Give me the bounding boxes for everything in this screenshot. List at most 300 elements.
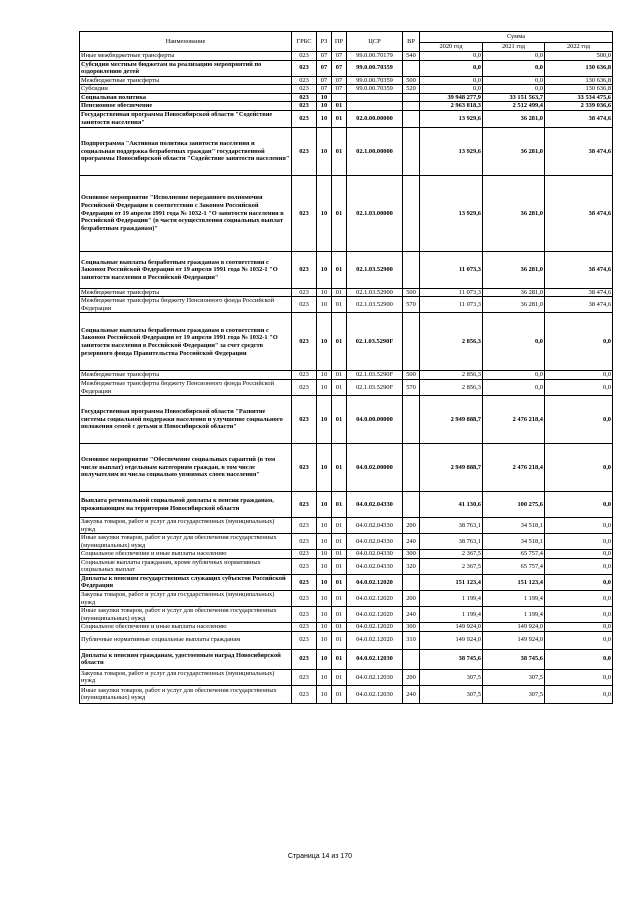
row-sum-2022: 130 636,8 — [545, 76, 613, 85]
row-sum-2021: 0,0 — [483, 76, 545, 85]
row-vr: 320 — [403, 558, 420, 574]
row-csr — [347, 93, 403, 102]
row-grbs: 023 — [292, 518, 317, 534]
row-grbs: 023 — [292, 313, 317, 371]
row-csr: 04.0.02.04330 — [347, 558, 403, 574]
row-sum-2022: 130 636,8 — [545, 85, 613, 94]
row-csr: 04.0.02.04330 — [347, 534, 403, 550]
row-grbs: 023 — [292, 60, 317, 76]
row-rz: 10 — [317, 380, 332, 396]
row-rz: 10 — [317, 297, 332, 313]
row-sum-2022: 130 636,8 — [545, 60, 613, 76]
table-row — [80, 623, 613, 632]
row-sum-2022: 0,0 — [545, 518, 613, 534]
row-grbs: 023 — [292, 396, 317, 444]
row-grbs: 023 — [292, 574, 317, 590]
header-year-2021: 2021 год — [483, 43, 545, 52]
row-sum-2021: 36 281,0 — [483, 110, 545, 127]
row-csr: 04.0.02.12020 — [347, 623, 403, 632]
row-name: Пенсионное обеспечение — [80, 102, 292, 111]
row-rz: 10 — [317, 623, 332, 632]
row-sum-2021: 2 476 218,4 — [483, 396, 545, 444]
row-pr: 01 — [332, 313, 347, 371]
row-sum-2022: 38 474,6 — [545, 175, 613, 251]
row-vr — [403, 396, 420, 444]
row-vr — [403, 175, 420, 251]
row-csr: 02.1.00.00000 — [347, 127, 403, 175]
row-name: Субсидии — [80, 85, 292, 94]
row-sum-2020: 0,0 — [420, 52, 483, 61]
row-rz: 10 — [317, 607, 332, 623]
row-sum-2020: 39 948 277,9 — [420, 93, 483, 102]
table-row — [80, 127, 613, 175]
header-rz: РЗ — [317, 32, 332, 52]
row-pr: 01 — [332, 492, 347, 518]
row-name: Межбюджетные трансферты бюджету Пенсионного фонда Российской Федерации — [80, 297, 292, 313]
row-grbs: 023 — [292, 591, 317, 607]
row-sum-2021: 36 281,0 — [483, 288, 545, 297]
row-pr: 07 — [332, 52, 347, 61]
row-vr: 520 — [403, 85, 420, 94]
row-pr: 01 — [332, 591, 347, 607]
row-sum-2022: 0,0 — [545, 492, 613, 518]
row-grbs: 023 — [292, 669, 317, 685]
row-name: Государственная программа Новосибирской области "Развитие системы социальной поддержки населения и улучшение социального положения семей с детьми в Новосибирской области" — [80, 396, 292, 444]
row-name: Государственная программа Новосибирской области "Содействие занятости населения" — [80, 110, 292, 127]
row-rz: 10 — [317, 396, 332, 444]
row-sum-2020: 11 073,3 — [420, 251, 483, 288]
row-name: Межбюджетные трансферты — [80, 371, 292, 380]
row-sum-2021: 0,0 — [483, 85, 545, 94]
row-csr: 99.0.00.70359 — [347, 85, 403, 94]
row-sum-2020: 2 949 888,7 — [420, 396, 483, 444]
row-name: Закупка товаров, работ и услуг для государственных (муниципальных) нужд — [80, 669, 292, 685]
row-sum-2022: 0,0 — [545, 380, 613, 396]
row-csr: 04.0.02.04330 — [347, 518, 403, 534]
row-sum-2021: 65 757,4 — [483, 550, 545, 559]
row-pr: 01 — [332, 175, 347, 251]
row-grbs: 023 — [292, 607, 317, 623]
header-year-2020: 2020 год — [420, 43, 483, 52]
row-rz: 10 — [317, 631, 332, 649]
row-sum-2022: 500,0 — [545, 52, 613, 61]
row-name: Иные межбюджетные трансферты — [80, 52, 292, 61]
row-sum-2022: 38 474,6 — [545, 127, 613, 175]
row-grbs: 023 — [292, 297, 317, 313]
row-pr: 01 — [332, 607, 347, 623]
row-pr: 01 — [332, 102, 347, 111]
row-sum-2020: 149 924,0 — [420, 631, 483, 649]
table-row — [80, 110, 613, 127]
row-rz: 10 — [317, 313, 332, 371]
row-rz: 10 — [317, 127, 332, 175]
row-pr: 01 — [332, 396, 347, 444]
row-rz: 10 — [317, 110, 332, 127]
row-pr: 01 — [332, 297, 347, 313]
header-name: Наименование — [80, 32, 292, 52]
table-row — [80, 574, 613, 590]
row-sum-2022: 0,0 — [545, 534, 613, 550]
row-sum-2021: 2 512 499,4 — [483, 102, 545, 111]
row-csr: 02.1.03.52900 — [347, 288, 403, 297]
row-name: Социальное обеспечение и иные выплаты населению — [80, 550, 292, 559]
row-vr: 500 — [403, 288, 420, 297]
table-row — [80, 60, 613, 76]
row-name: Основное мероприятие "Исполнение переданного полномочия Российской Федерации в соответствии с Законом Российской Федерации от 19 апреля 1991 года № 1032-1 "О занятости населения в Российской Федерации" (в части осуществления социальных выплат безработным гражданам)" — [80, 175, 292, 251]
row-rz: 10 — [317, 102, 332, 111]
row-rz: 10 — [317, 518, 332, 534]
row-sum-2022: 0,0 — [545, 607, 613, 623]
budget-table — [79, 31, 613, 704]
row-name: Социальные выплаты безработным гражданам в соответствии с Законом Российской Федерации от 19 апреля 1991 года № 1032-1 "О занятости населения в Российской Федерации" — [80, 251, 292, 288]
table-row — [80, 313, 613, 371]
row-csr: 04.0.02.12020 — [347, 607, 403, 623]
row-vr — [403, 93, 420, 102]
row-vr: 240 — [403, 534, 420, 550]
table-row — [80, 297, 613, 313]
row-rz: 10 — [317, 685, 332, 703]
row-vr: 240 — [403, 607, 420, 623]
row-csr: 02.1.03.52900 — [347, 297, 403, 313]
row-rz: 10 — [317, 574, 332, 590]
row-sum-2021: 2 476 218,4 — [483, 444, 545, 492]
row-pr: 07 — [332, 76, 347, 85]
row-sum-2021: 151 123,4 — [483, 574, 545, 590]
row-sum-2022: 0,0 — [545, 631, 613, 649]
row-sum-2020: 2 949 888,7 — [420, 444, 483, 492]
row-sum-2020: 2 367,5 — [420, 550, 483, 559]
header-grbs: ГРБС — [292, 32, 317, 52]
row-rz: 07 — [317, 52, 332, 61]
row-name: Основное мероприятие "Обеспечение социальных гарантий (в том числе выплат) отдельным категориям граждан, в том числе получателям из числа социально уязвимых слоев населения" — [80, 444, 292, 492]
row-sum-2021: 307,5 — [483, 669, 545, 685]
row-csr: 04.0.02.04330 — [347, 492, 403, 518]
row-sum-2020: 11 073,3 — [420, 288, 483, 297]
row-csr: 02.0.00.00000 — [347, 110, 403, 127]
row-name: Социальные выплаты гражданам, кроме публичных нормативных социальных выплат — [80, 558, 292, 574]
row-csr: 02.1.03.5290F — [347, 371, 403, 380]
table-row — [80, 558, 613, 574]
row-pr: 01 — [332, 649, 347, 669]
row-vr: 200 — [403, 518, 420, 534]
row-vr: 240 — [403, 685, 420, 703]
row-grbs: 023 — [292, 102, 317, 111]
row-pr: 01 — [332, 518, 347, 534]
row-sum-2021: 33 151 563,7 — [483, 93, 545, 102]
table-row — [80, 492, 613, 518]
row-sum-2022: 0,0 — [545, 623, 613, 632]
row-rz: 07 — [317, 60, 332, 76]
row-sum-2022: 38 474,6 — [545, 110, 613, 127]
row-pr: 01 — [332, 685, 347, 703]
table-row — [80, 444, 613, 492]
row-name: Межбюджетные трансферты — [80, 288, 292, 297]
row-sum-2022: 38 474,6 — [545, 251, 613, 288]
row-name: Иные закупки товаров, работ и услуг для обеспечения государственных (муниципальных) нужд — [80, 607, 292, 623]
row-pr: 01 — [332, 110, 347, 127]
header-csr: ЦСР — [347, 32, 403, 52]
row-pr: 01 — [332, 669, 347, 685]
row-sum-2022: 2 339 036,6 — [545, 102, 613, 111]
row-grbs: 023 — [292, 52, 317, 61]
row-vr — [403, 649, 420, 669]
row-grbs: 023 — [292, 492, 317, 518]
row-pr: 07 — [332, 60, 347, 76]
row-grbs: 023 — [292, 685, 317, 703]
row-sum-2021: 65 757,4 — [483, 558, 545, 574]
row-sum-2021: 0,0 — [483, 52, 545, 61]
table-row — [80, 669, 613, 685]
table-row — [80, 85, 613, 94]
row-rz: 10 — [317, 93, 332, 102]
table-row — [80, 93, 613, 102]
row-vr: 310 — [403, 631, 420, 649]
row-grbs: 023 — [292, 550, 317, 559]
table-row — [80, 518, 613, 534]
row-vr — [403, 127, 420, 175]
row-vr: 540 — [403, 52, 420, 61]
row-rz: 10 — [317, 591, 332, 607]
row-pr: 01 — [332, 251, 347, 288]
row-rz: 10 — [317, 669, 332, 685]
row-vr — [403, 492, 420, 518]
row-sum-2020: 11 073,3 — [420, 297, 483, 313]
row-pr: 01 — [332, 371, 347, 380]
row-vr: 500 — [403, 76, 420, 85]
row-name: Социальная политика — [80, 93, 292, 102]
row-name: Публичные нормативные социальные выплаты гражданам — [80, 631, 292, 649]
row-grbs: 023 — [292, 175, 317, 251]
row-sum-2021: 36 281,0 — [483, 297, 545, 313]
row-vr: 300 — [403, 550, 420, 559]
table-row — [80, 380, 613, 396]
row-grbs: 023 — [292, 534, 317, 550]
row-grbs: 023 — [292, 288, 317, 297]
table-row — [80, 102, 613, 111]
row-sum-2022: 0,0 — [545, 396, 613, 444]
row-sum-2021: 149 924,0 — [483, 623, 545, 632]
row-csr: 02.1.03.52900 — [347, 251, 403, 288]
row-sum-2020: 0,0 — [420, 76, 483, 85]
table-body — [80, 52, 613, 704]
row-sum-2020: 307,5 — [420, 685, 483, 703]
row-sum-2020: 0,0 — [420, 60, 483, 76]
row-sum-2022: 33 534 475,6 — [545, 93, 613, 102]
row-sum-2020: 307,5 — [420, 669, 483, 685]
row-csr: 04.0.02.00000 — [347, 444, 403, 492]
row-sum-2020: 151 123,4 — [420, 574, 483, 590]
row-sum-2020: 2 963 818,3 — [420, 102, 483, 111]
row-pr: 01 — [332, 631, 347, 649]
row-sum-2022: 0,0 — [545, 669, 613, 685]
row-sum-2021: 1 199,4 — [483, 591, 545, 607]
row-sum-2021: 36 281,0 — [483, 251, 545, 288]
page-footer: Страница 14 из 170 — [287, 853, 353, 860]
row-sum-2020: 13 929,6 — [420, 127, 483, 175]
row-grbs: 023 — [292, 371, 317, 380]
row-grbs: 023 — [292, 558, 317, 574]
row-vr: 200 — [403, 669, 420, 685]
row-sum-2020: 38 763,1 — [420, 518, 483, 534]
row-pr: 01 — [332, 288, 347, 297]
row-sum-2021: 34 518,1 — [483, 534, 545, 550]
row-sum-2021: 36 281,0 — [483, 175, 545, 251]
table-row — [80, 288, 613, 297]
row-csr: 02.1.03.5290F — [347, 313, 403, 371]
row-sum-2021: 34 518,1 — [483, 518, 545, 534]
row-rz: 10 — [317, 371, 332, 380]
row-grbs: 023 — [292, 110, 317, 127]
row-name: Закупка товаров, работ и услуг для государственных (муниципальных) нужд — [80, 591, 292, 607]
row-grbs: 023 — [292, 76, 317, 85]
row-rz: 07 — [317, 76, 332, 85]
row-grbs: 023 — [292, 623, 317, 632]
row-csr: 04.0.02.12030 — [347, 669, 403, 685]
row-rz: 10 — [317, 175, 332, 251]
row-sum-2020: 1 199,4 — [420, 607, 483, 623]
row-csr: 04.0.02.12020 — [347, 591, 403, 607]
row-sum-2021: 38 745,6 — [483, 649, 545, 669]
row-sum-2022: 0,0 — [545, 558, 613, 574]
row-sum-2020: 38 763,1 — [420, 534, 483, 550]
row-name: Иные закупки товаров, работ и услуг для обеспечения государственных (муниципальных) нужд — [80, 534, 292, 550]
row-name: Межбюджетные трансферты бюджету Пенсионного фонда Российской Федерации — [80, 380, 292, 396]
row-sum-2021: 0,0 — [483, 60, 545, 76]
row-csr: 02.1.03.5290F — [347, 380, 403, 396]
row-sum-2021: 149 924,0 — [483, 631, 545, 649]
row-sum-2021: 307,5 — [483, 685, 545, 703]
row-pr: 01 — [332, 534, 347, 550]
row-sum-2020: 2 856,3 — [420, 371, 483, 380]
table-row — [80, 396, 613, 444]
row-csr: 99.0.00.70359 — [347, 60, 403, 76]
row-sum-2022: 0,0 — [545, 371, 613, 380]
row-sum-2021: 0,0 — [483, 313, 545, 371]
row-csr: 04.0.02.12030 — [347, 649, 403, 669]
row-pr — [332, 93, 347, 102]
row-rz: 10 — [317, 492, 332, 518]
row-vr: 570 — [403, 380, 420, 396]
table-row — [80, 76, 613, 85]
row-vr: 570 — [403, 297, 420, 313]
row-sum-2022: 0,0 — [545, 685, 613, 703]
table-row — [80, 631, 613, 649]
header-vr: ВР — [403, 32, 420, 52]
row-name: Иные закупки товаров, работ и услуг для обеспечения государственных (муниципальных) нужд — [80, 685, 292, 703]
row-grbs: 023 — [292, 444, 317, 492]
table-row — [80, 685, 613, 703]
header-pr: ПР — [332, 32, 347, 52]
row-pr: 01 — [332, 550, 347, 559]
row-name: Социальные выплаты безработным гражданам в соответствии с Законом Российской Федерации от 19 апреля 1991 года № 1032-1 "О занятости населения в Российской Федерации" за счет средств резервного фонда Правительства Российской Федерации — [80, 313, 292, 371]
table-row — [80, 371, 613, 380]
row-vr: 300 — [403, 623, 420, 632]
row-sum-2022: 0,0 — [545, 550, 613, 559]
row-rz: 10 — [317, 649, 332, 669]
row-pr: 01 — [332, 380, 347, 396]
row-sum-2022: 38 474,6 — [545, 297, 613, 313]
row-sum-2020: 41 130,6 — [420, 492, 483, 518]
row-csr: 04.0.00.00000 — [347, 396, 403, 444]
row-vr — [403, 574, 420, 590]
row-vr — [403, 60, 420, 76]
row-sum-2020: 149 924,0 — [420, 623, 483, 632]
row-name: Социальное обеспечение и иные выплаты населению — [80, 623, 292, 632]
header-sum: Сумма — [420, 32, 613, 43]
table-row — [80, 649, 613, 669]
row-sum-2021: 0,0 — [483, 380, 545, 396]
row-name: Субсидии местным бюджетам на реализацию мероприятий по оздоровлению детей — [80, 60, 292, 76]
row-csr — [347, 102, 403, 111]
row-pr: 01 — [332, 623, 347, 632]
row-sum-2020: 13 929,6 — [420, 175, 483, 251]
row-sum-2021: 0,0 — [483, 371, 545, 380]
row-rz: 10 — [317, 534, 332, 550]
row-grbs: 023 — [292, 380, 317, 396]
row-sum-2020: 1 199,4 — [420, 591, 483, 607]
row-rz: 10 — [317, 288, 332, 297]
row-sum-2022: 0,0 — [545, 574, 613, 590]
row-name: Выплата региональной социальной доплаты к пенсии гражданам, проживающим на территории Новосибирской области — [80, 492, 292, 518]
row-pr: 01 — [332, 558, 347, 574]
row-name: Межбюджетные трансферты — [80, 76, 292, 85]
row-pr: 01 — [332, 574, 347, 590]
row-csr: 04.0.02.12020 — [347, 631, 403, 649]
row-csr: 99.0.00.70179 — [347, 52, 403, 61]
header-year-2022: 2022 год — [545, 43, 613, 52]
row-sum-2020: 2 367,5 — [420, 558, 483, 574]
row-grbs: 023 — [292, 127, 317, 175]
row-sum-2021: 1 199,4 — [483, 607, 545, 623]
row-grbs: 023 — [292, 631, 317, 649]
row-csr: 04.0.02.12020 — [347, 574, 403, 590]
row-sum-2020: 0,0 — [420, 85, 483, 94]
row-sum-2020: 2 856,3 — [420, 380, 483, 396]
row-sum-2022: 0,0 — [545, 444, 613, 492]
row-rz: 10 — [317, 444, 332, 492]
row-pr: 01 — [332, 444, 347, 492]
row-sum-2021: 36 281,0 — [483, 127, 545, 175]
table-header — [80, 32, 613, 52]
table-row — [80, 550, 613, 559]
row-rz: 10 — [317, 558, 332, 574]
row-pr: 07 — [332, 85, 347, 94]
row-grbs: 023 — [292, 85, 317, 94]
row-vr — [403, 251, 420, 288]
row-rz: 07 — [317, 85, 332, 94]
table-row — [80, 607, 613, 623]
table-row — [80, 52, 613, 61]
row-csr: 04.0.02.12030 — [347, 685, 403, 703]
row-name: Подпрограмма "Активная политика занятости населения и социальная поддержка безработных граждан" государственной программы Новосибирской области "Содействие занятости населения" — [80, 127, 292, 175]
row-sum-2022: 0,0 — [545, 313, 613, 371]
row-name: Доплаты к пенсиям государственных служащих субъектов Российской Федерации — [80, 574, 292, 590]
row-pr: 01 — [332, 127, 347, 175]
row-rz: 10 — [317, 251, 332, 288]
row-vr — [403, 110, 420, 127]
row-sum-2020: 38 745,6 — [420, 649, 483, 669]
row-grbs: 023 — [292, 93, 317, 102]
row-vr: 200 — [403, 591, 420, 607]
table-row — [80, 534, 613, 550]
row-grbs: 023 — [292, 649, 317, 669]
row-sum-2022: 0,0 — [545, 591, 613, 607]
row-sum-2021: 100 275,6 — [483, 492, 545, 518]
row-csr: 02.1.03.00000 — [347, 175, 403, 251]
row-vr — [403, 313, 420, 371]
row-sum-2022: 0,0 — [545, 649, 613, 669]
row-name: Закупка товаров, работ и услуг для государственных (муниципальных) нужд — [80, 518, 292, 534]
